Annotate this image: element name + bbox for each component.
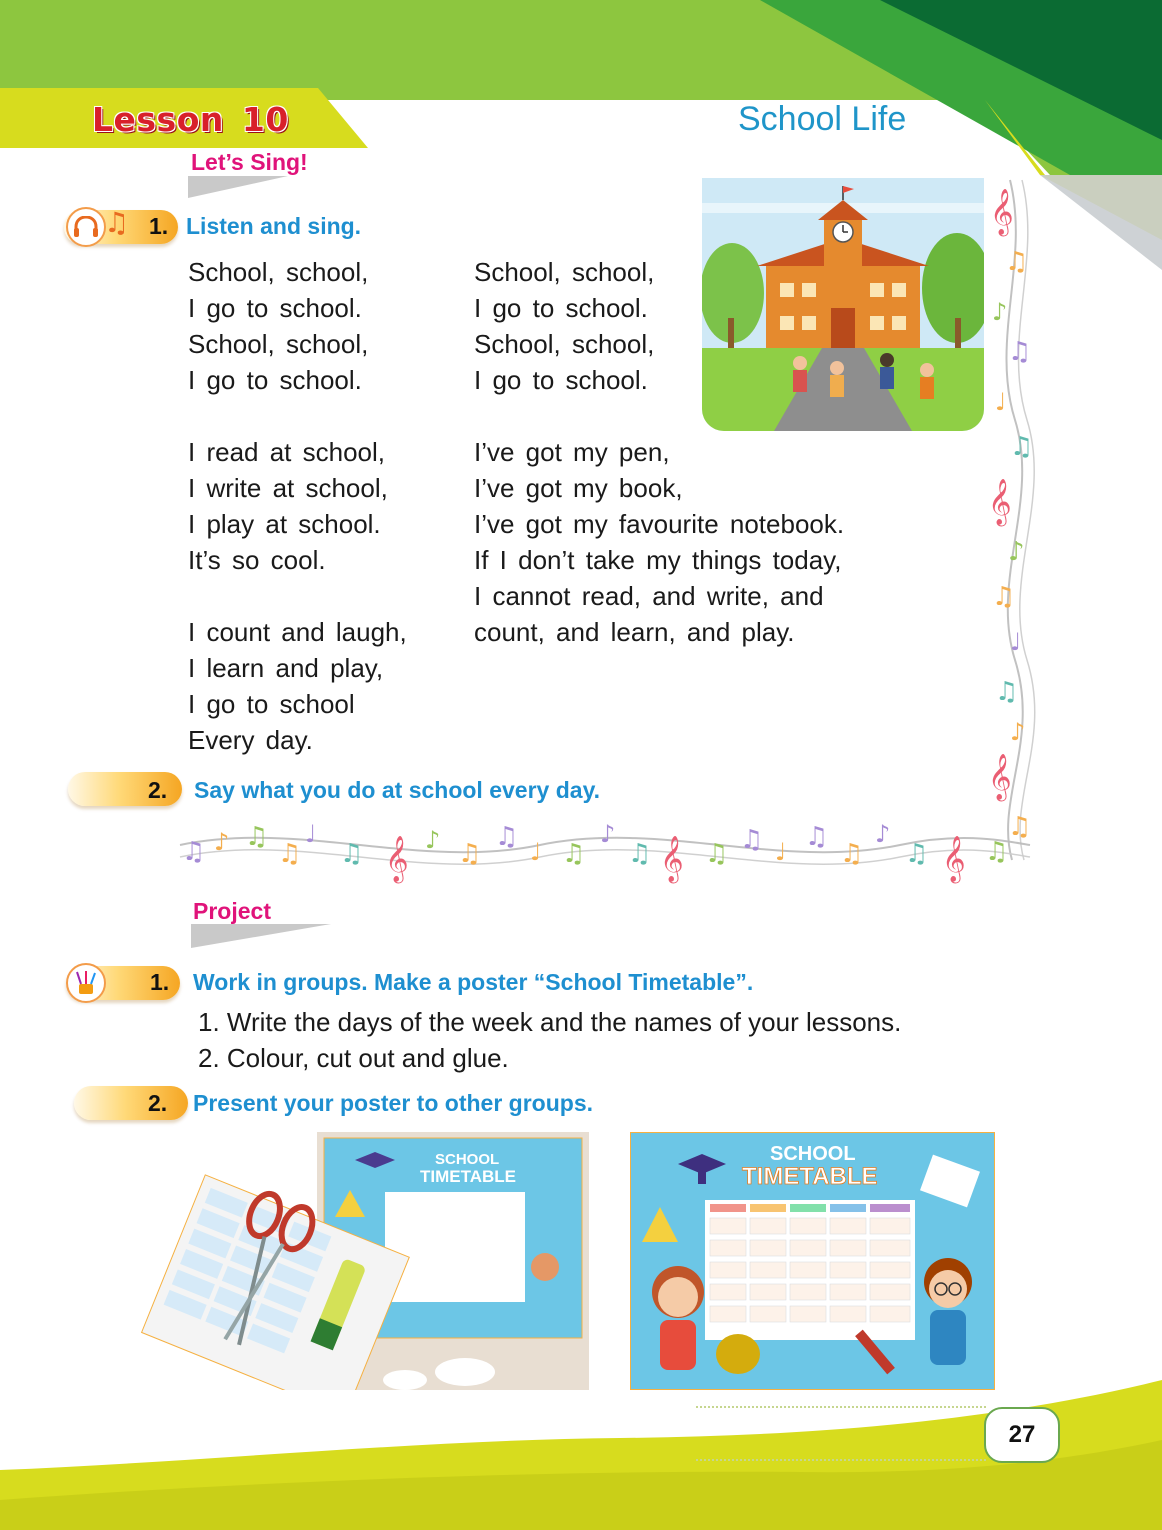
svg-text:♪: ♪ [425,826,441,854]
task-pill [74,1086,188,1120]
lyric-line: I count and laugh, [188,617,407,647]
task-2-number: 2. [148,777,168,803]
svg-text:♫: ♫ [705,839,729,869]
svg-text:♫: ♫ [340,839,364,869]
svg-text:♫: ♫ [1005,247,1029,277]
craft-scissors-icon [66,963,106,1003]
lets-sing-heading: Let’s Sing! [191,149,308,175]
project-task-1-number: 1. [150,969,170,995]
svg-text:SCHOOL: SCHOOL [770,1143,856,1165]
project-task-2-number: 2. [148,1090,168,1116]
svg-text:♪: ♪ [875,820,891,848]
project-step: 1. Write the days of the week and the names of your lessons. [198,1007,902,1037]
lyric-line: School, school, [474,329,655,359]
headphones-icon [66,207,106,247]
svg-text:𝄞: 𝄞 [942,836,966,882]
lyric-line: I go to school. [188,365,362,395]
dotted-rule [696,1406,986,1408]
lyric-line: School, school, [188,329,369,359]
music-notes-border-horizontal [180,820,1030,884]
lyric-line: I read at school, [188,437,385,467]
svg-text:♪: ♪ [1008,537,1025,567]
heading-underline-band [191,924,331,948]
svg-text:♫: ♫ [740,825,764,855]
svg-text:SCHOOL: SCHOOL [435,1151,500,1168]
svg-text:♫: ♫ [628,839,652,869]
svg-text:♪: ♪ [214,828,230,856]
svg-text:♩: ♩ [1010,628,1022,656]
svg-text:♫: ♫ [182,837,206,867]
svg-text:𝄞: 𝄞 [988,479,1012,525]
svg-text:𝄞: 𝄞 [385,836,409,882]
svg-text:TIMETABLE: TIMETABLE [420,1167,517,1186]
lyric-line: School, school, [474,257,655,287]
lyric-line: If I don’t take my things today, [474,545,842,575]
task-1-number: 1. [149,213,169,239]
lyric-line: Every day. [188,725,313,755]
project-task-1-text: Work in groups. Make a poster “School Timetable”. [193,969,754,995]
svg-text:♫: ♫ [495,822,519,852]
svg-text:♩: ♩ [775,838,787,866]
dotted-rule [696,1459,986,1461]
task-1-text: Listen and sing. [186,213,362,239]
lyric-line: I go to school. [474,365,648,395]
lyrics-right-column [474,254,887,650]
project-task-2-text: Present your poster to other groups. [193,1090,593,1116]
poster-making-photo [125,1132,590,1390]
svg-text:♫: ♫ [905,839,929,869]
lesson-number: 10 [241,100,289,139]
unit-title: School Life [738,100,907,138]
svg-text:♫: ♫ [992,582,1016,612]
svg-text:♪: ♪ [600,820,616,848]
lyric-line: I’ve got my pen, [474,437,670,467]
svg-text:𝄞: 𝄞 [990,189,1014,235]
lesson-title [92,100,289,139]
svg-text:𝄞: 𝄞 [988,754,1012,800]
lyric-line: It’s so cool. [188,545,326,575]
svg-text:♫: ♫ [278,839,302,869]
lyric-line: I play at school. [188,509,381,539]
heading-underline-band [188,176,288,198]
lyric-line [188,398,458,434]
lyric-line: I go to school [188,689,355,719]
lyric-line: School, school, [188,257,369,287]
lyric-line: I cannot read, and write, and [474,581,824,611]
lesson-word: Lesson [92,100,224,139]
lyric-line: I’ve got my favourite notebook. [474,509,845,539]
task-2-text: Say what you do at school every day. [194,777,601,803]
svg-text:♩: ♩ [995,388,1007,416]
svg-text:♩: ♩ [530,838,542,866]
svg-text:♫: ♫ [840,839,864,869]
music-notes-border-vertical [988,180,1035,860]
svg-text:♫: ♫ [985,837,1009,867]
svg-text:TIMETABLE: TIMETABLE [742,1163,878,1190]
lyric-line [474,398,887,434]
svg-text:♫: ♫ [562,839,586,869]
lyric-line: I go to school. [188,293,362,323]
project-heading: Project [193,898,271,924]
lyric-line: I learn and play, [188,653,384,683]
lyric-line: I go to school. [474,293,648,323]
svg-text:𝄞: 𝄞 [660,836,684,882]
lyric-line: count, and learn, and play. [474,617,795,647]
svg-text:♫: ♫ [995,677,1019,707]
project-steps [198,1004,901,1076]
svg-text:♫: ♫ [1008,337,1032,367]
svg-text:♩: ♩ [305,820,317,848]
lyrics-left-column [188,254,458,758]
svg-text:♫: ♫ [1008,812,1032,842]
svg-text:♫: ♫ [1010,432,1034,462]
lyric-line: I write at school, [188,473,388,503]
svg-text:♪: ♪ [992,298,1008,326]
lyric-line [188,578,458,614]
svg-text:♪: ♪ [1010,718,1026,746]
page-number: 27 [984,1407,1060,1463]
music-note-icon: ♫ [104,206,130,239]
project-step: 2. Colour, cut out and glue. [198,1043,509,1073]
lyric-line: I’ve got my book, [474,473,683,503]
svg-text:♫: ♫ [805,822,829,852]
svg-text:♫: ♫ [458,839,482,869]
svg-text:♫: ♫ [245,822,269,852]
finished-poster-photo [630,1132,995,1390]
